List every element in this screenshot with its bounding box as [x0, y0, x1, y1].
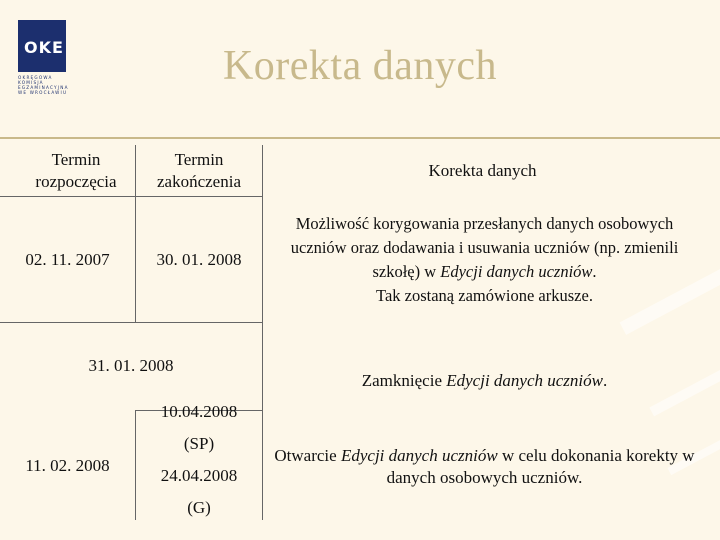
row1-start-date: 02. 11. 2007: [25, 250, 110, 269]
row1-description-italic: Edycji danych uczniów: [440, 262, 593, 281]
row3-end-dates: [136, 395, 262, 525]
logo-caption-line: EGZAMINACYJNA: [18, 85, 69, 90]
header-description: Korekta danych: [428, 161, 537, 180]
row3-description: [272, 440, 697, 494]
row1-description-trail: .: [592, 262, 597, 281]
logo-caption-line: OKRĘGOWA: [18, 75, 53, 80]
row2-description-trail: .: [603, 371, 608, 390]
row2-description: [272, 355, 697, 407]
page-title: Korekta danych: [222, 43, 498, 89]
row2-date: 31. 01. 2008: [88, 356, 174, 375]
row3-end-label-g: (G): [187, 498, 211, 517]
header-end: Termin zakończenia: [157, 150, 241, 191]
logo-caption-line: WE WROCŁAWIU: [18, 90, 68, 95]
row1-description: [272, 197, 697, 323]
row3-end-label-sp: (SP): [183, 434, 215, 453]
row3-description-italic: Edycji danych uczniów: [340, 446, 498, 465]
row3-end-date-sp: 10.04.2008: [160, 402, 238, 421]
logo-caption-line: KOMISJA: [18, 80, 44, 85]
table-divider: [0, 322, 262, 323]
row2-description-lead: Zamknięcie: [361, 371, 447, 390]
row1-description-text: [272, 212, 697, 284]
table-divider: [262, 145, 263, 520]
logo-mark-text: OKE: [24, 38, 64, 57]
row3-start-date: 11. 02. 2008: [25, 456, 110, 475]
row3-description-lead: Otwarcie: [274, 446, 341, 465]
row1-description-lead: Możliwość korygowania przesłanych danych osobowych uczniów oraz dodawania i usuwania uczniów (np. zmienili szkołę) w: [290, 214, 679, 281]
row1-description-line2: Tak zostaną zamówione arkusze.: [376, 286, 593, 305]
row3-end-date-g: 24.04.2008: [160, 466, 238, 485]
row1-end-date: 30. 01. 2008: [156, 250, 242, 269]
table-divider: [0, 196, 262, 197]
row3-description-trail: w celu dokonania korekty w danych osobowych uczniów.: [386, 446, 695, 487]
header-start: Termin rozpoczęcia: [35, 150, 117, 191]
row2-description-italic: Edycji danych uczniów: [446, 371, 603, 390]
